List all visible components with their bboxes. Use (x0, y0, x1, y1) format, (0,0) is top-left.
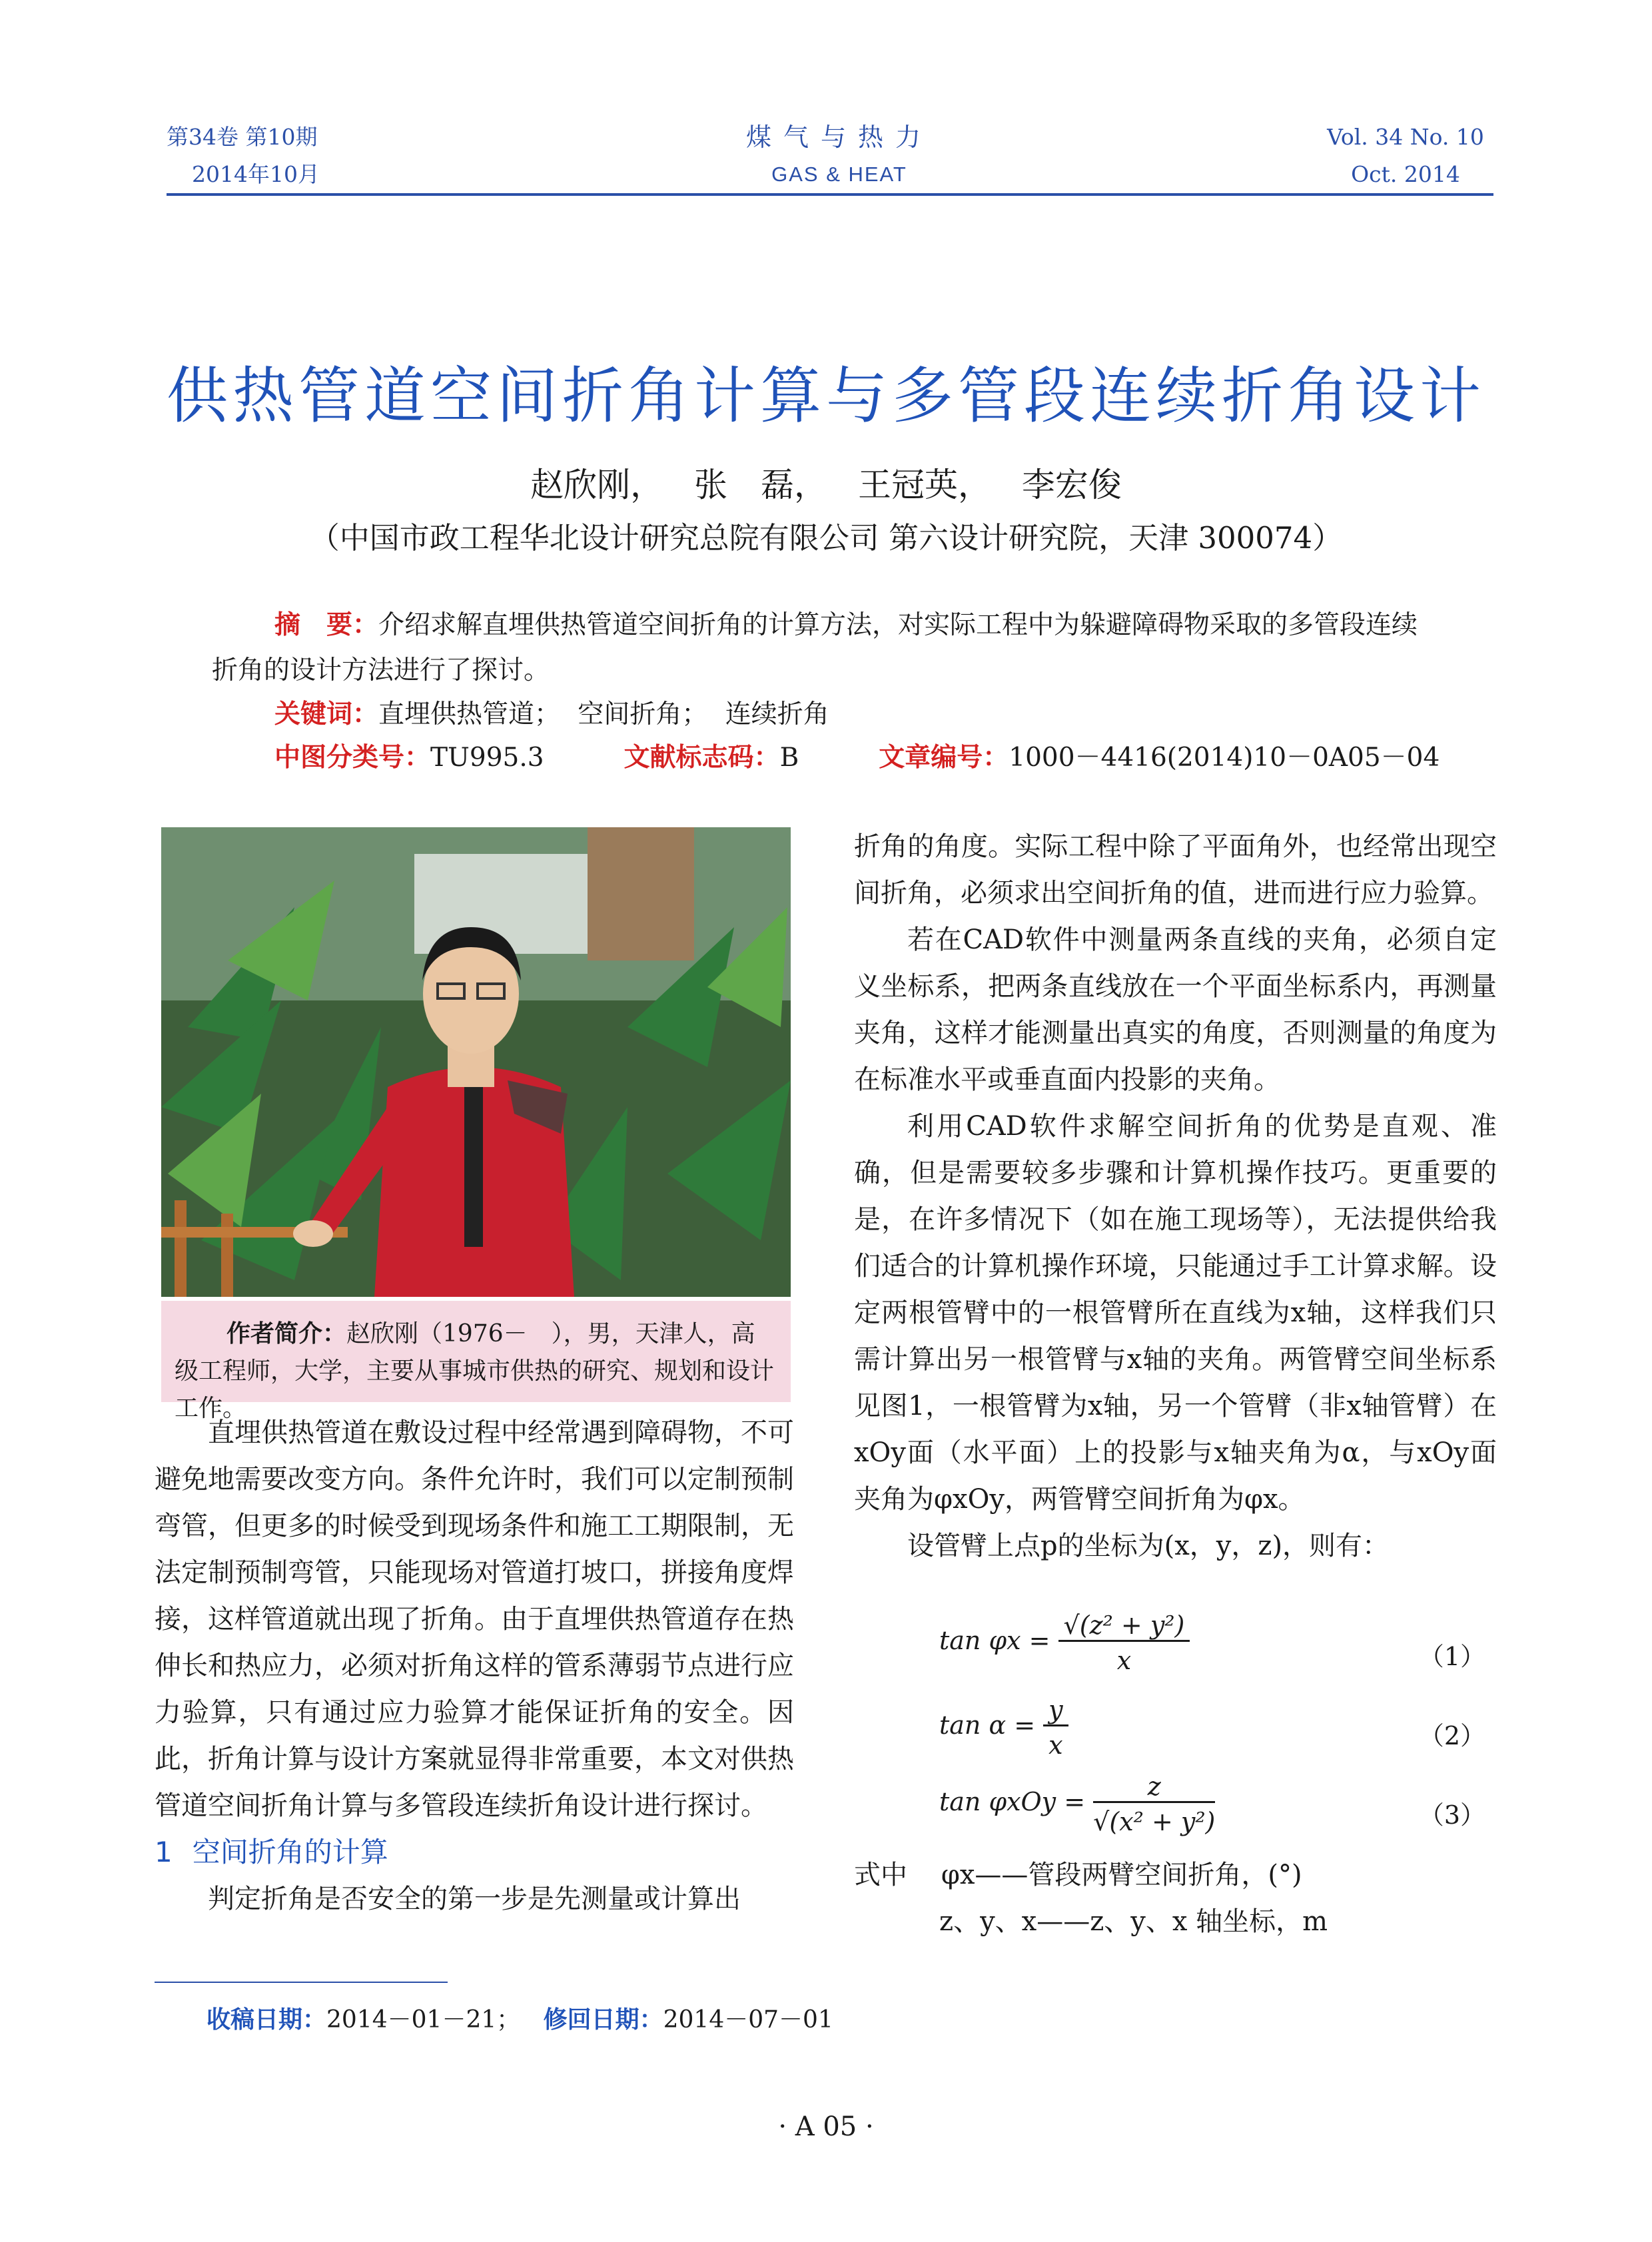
header-volume-en (1326, 119, 1485, 193)
header-volume-issue (167, 119, 320, 193)
section-paragraph: 判定折角是否安全的第一步是先测量或计算出 (208, 1884, 741, 1914)
revised-date-label: 修回日期： (543, 2006, 663, 2034)
clc-label: 中图分类号： (274, 743, 431, 773)
equation-3-lhs: tan φxOy = (939, 1787, 1086, 1816)
abstract-label: 摘 要： (274, 610, 379, 640)
keywords-label: 关键词： (274, 699, 379, 729)
footnote-divider (155, 1982, 448, 1983)
header-volume-number-en: Vol. 34 No. 10 (1327, 124, 1484, 150)
right-column (854, 823, 1497, 1569)
equation-3-numerator: z (1093, 1772, 1215, 1803)
received-date-value: 2014－01－21； (326, 2006, 521, 2034)
equation-3-denominator: √(x² + y²) (1093, 1807, 1216, 1836)
equation-1-number: （1） (1418, 1642, 1485, 1671)
equation-3 (939, 1772, 1485, 1836)
header-journal-name-cn: 煤气与热力 (745, 123, 933, 152)
equation-1 (939, 1611, 1485, 1675)
abstract (212, 603, 1441, 693)
intro-paragraph: 直埋供热管道在敷设过程中经常遇到障碍物，不可避免地需要改变方向。条件允许时，我们可以定制预制弯管，但更多的时候受到现场条件和施工工期限制，无法定制预制弯管，只能现场对管道打坡口，拼接角度焊接，这样管道就出现了折角。由于直埋供热管道存在热伸长和热应力，必须对折角这样的管系薄弱节点进行应力验算，只有通过应力验算才能保证折角的安全。因此，折角计算与设计方案就显得非常重要，本文对供热管道空间折角计算与多管段连续折角设计进行探讨。 (155, 1417, 794, 1821)
equation-3-number: （3） (1418, 1800, 1485, 1830)
header-divider (167, 193, 1493, 196)
body-paragraph-4: 设管臂上点p的坐标为(x，y，z)，则有： (907, 1531, 1390, 1561)
article-number-value: 1000－4416(2014)10－0A05－04 (1009, 743, 1440, 773)
section-title: 空间折角的计算 (192, 1836, 388, 1868)
symbol-definitions (854, 1852, 1328, 1945)
equation-1-lhs: tan φx = (939, 1626, 1050, 1655)
author-bio (161, 1301, 791, 1422)
header-date-cn: 2014年10月 (192, 161, 320, 187)
section-number: 1 (155, 1836, 173, 1868)
equation-2-lhs: tan α = (939, 1710, 1036, 1740)
keywords (274, 693, 829, 737)
equation-2-numerator: y (1043, 1695, 1068, 1726)
left-column (155, 1409, 794, 1922)
received-date-label: 收稿日期： (206, 2006, 327, 2034)
author-bio-text: 赵欣刚（1976－ ），男，天津人，高级工程师，大学，主要从事城市供热的研究、规划和设计工作。 (175, 1320, 775, 1422)
header-journal-name-en: GAS & HEAT (771, 163, 907, 186)
body-paragraph-3: 利用CAD软件求解空间折角的优势是直观、准确，但是需要较多步骤和计算机操作技巧。更重要的是，在许多情况下（如在施工现场等），无法提供给我们适合的计算机操作环境，只能通过手工计算求解。设定两根管臂中的一根管臂所在直线为x轴，这样我们只需计算出另一根管臂与x轴的夹角。两管臂空间坐标系见图1，一根管臂为x轴，另一个管臂（非x轴管臂）在xOy面（水平面）上的投影与x轴夹角为α，与xOy面夹角为φxOy，两管臂空间折角为φx。 (854, 1111, 1497, 1515)
definitions-prefix: 式中 (854, 1860, 907, 1890)
clc-value: TU995.3 (430, 743, 544, 773)
header-date-en: Oct. 2014 (1351, 161, 1460, 187)
definition-1: φx——管段两臂空间折角，(°) (941, 1860, 1302, 1890)
section-heading (155, 1829, 794, 1876)
paper-affiliation: （中国市政工程华北设计研究总院有限公司 第六设计研究院，天津 300074） (309, 520, 1343, 556)
page-number: · A 05 · (778, 2111, 874, 2142)
header-volume-issue-cn: 第34卷 第10期 (167, 124, 318, 150)
footnote-dates (206, 2002, 833, 2039)
author-portrait-icon (161, 827, 791, 1297)
abstract-text: 介绍求解直埋供热管道空间折角的计算方法，对实际工程中为躲避障碍物采取的多管段连续折角的设计方法进行了探讨。 (212, 610, 1418, 685)
doc-code-value: B (779, 743, 799, 773)
paper-title: 供热管道空间折角计算与多管段连续折角设计 (166, 360, 1485, 432)
body-paragraph-1: 折角的角度。实际工程中除了平面角外，也经常出现空间折角，必须求出空间折角的值，进而进行应力验算。 (854, 831, 1497, 909)
equation-2-number: （2） (1418, 1721, 1485, 1750)
header-journal-name (693, 119, 986, 193)
body-paragraph-2: 若在CAD软件中测量两条直线的夹角，必须自定义坐标系，把两条直线放在一个平面坐标系内，再测量夹角，这样才能测量出真实的角度，否则测量的角度为在标准水平或垂直面内投影的夹角。 (854, 925, 1497, 1095)
paper-authors: 赵欣刚， 张 磊， 王冠英， 李宏俊 (530, 466, 1122, 504)
article-number-label: 文章编号： (879, 743, 1009, 773)
doc-code-label: 文献标志码： (623, 743, 780, 773)
definition-2: z、y、x——z、y、x 轴坐标，m (939, 1906, 1328, 1937)
classification-line (274, 736, 1440, 780)
keywords-text: 直埋供热管道； 空间折角； 连续折角 (378, 699, 829, 729)
equation-1-numerator: √(z² + y²) (1058, 1611, 1190, 1642)
equation-1-denominator: x (1116, 1646, 1132, 1675)
equation-2 (939, 1695, 1485, 1760)
revised-date-value: 2014－07－01 (663, 2006, 833, 2034)
equation-2-denominator: x (1048, 1730, 1063, 1760)
author-bio-label: 作者简介： (226, 1320, 347, 1347)
